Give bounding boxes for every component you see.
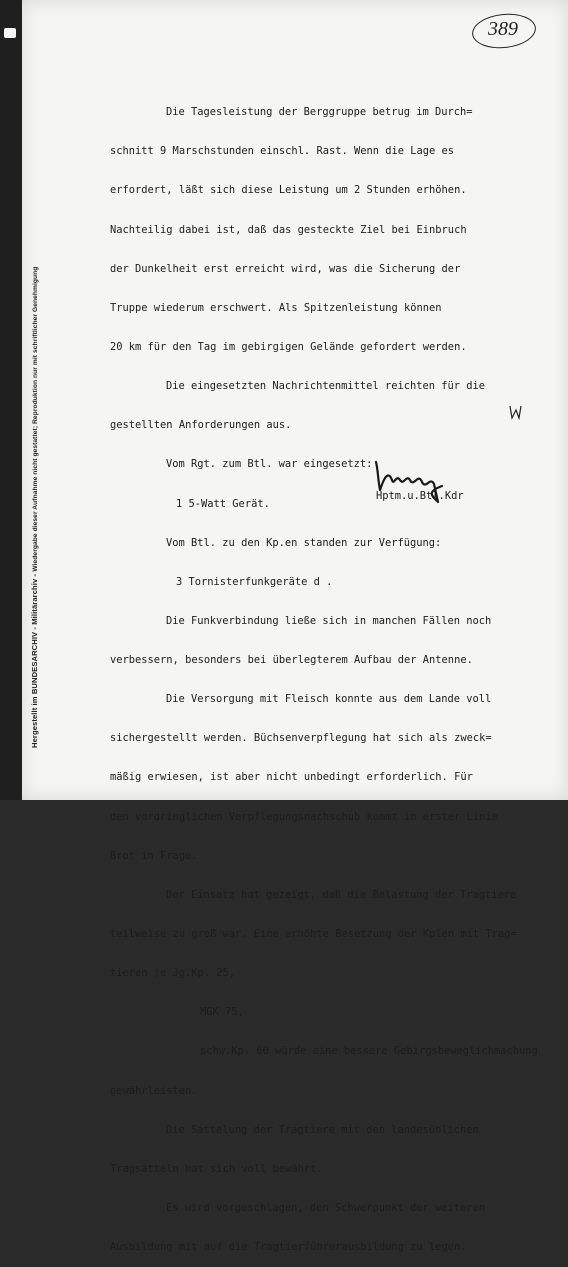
archive-note (30, 267, 39, 748)
text-line: erfordert, läßt sich diese Leistung um 2 Stunden erhöhen. (110, 184, 467, 197)
text-line: schnitt 9 Marschstunden einschl. Rast. Wenn die Lage es (110, 145, 455, 158)
text-line: gewährleisten. (110, 1084, 198, 1097)
text-line: verbessern, besonders bei überlegterem Aufbau der Antenne. (110, 654, 473, 667)
text-line: Die Funkverbindung ließe sich in manchen Fällen noch (166, 614, 492, 627)
scan-edge (0, 0, 22, 800)
text-line: Es wird vorgeschlagen, den Schwerpunkt der weiteren (166, 1202, 486, 1215)
text-line: Der Einsatz hat gezeigt, daß die Belastung der Tragtiere (166, 888, 517, 901)
text-line: den vordringlichen Verpflegungsnachschub kommt in erster Linie (110, 810, 498, 823)
text-line: 1 5-Watt Gerät. (176, 497, 270, 510)
text-line: Tragsätteln hat sich voll bewährt. (110, 1162, 323, 1175)
text-line: Vom Rgt. zum Btl. war eingesetzt: (166, 458, 373, 471)
text-line: Die eingesetzten Nachrichtenmittel reichten für die (166, 380, 486, 393)
text-line: teilweise zu groß war. Eine erhöhte Besetzung der Kplen mit Trag= (110, 928, 517, 941)
text-line: Nachteilig dabei ist, daß das gesteckte Ziel bei Einbruch (110, 223, 467, 236)
page-number: 389 (488, 18, 518, 40)
text-line: 3 Tornisterfunkgeräte d . (176, 575, 333, 588)
text-line: sichergestellt werden. Büchsenverpflegung hat sich als zweck= (110, 732, 492, 745)
text-line: Brot in Frage. (110, 849, 198, 862)
text-line: Die Sattelung der Tragtiere mit den landesüblichen (166, 1123, 479, 1136)
text-line: Truppe wiederum erschwert. Als Spitzenleistung können (110, 301, 442, 314)
letter-body (110, 80, 538, 1267)
text-line: Vom Btl. zu den Kp.en standen zur Verfügung: (166, 536, 442, 549)
handwritten-mark (508, 404, 522, 420)
text-line: MGK 75, (200, 1006, 244, 1019)
signature-caption: Hptm.u.Btl.Kdr (376, 490, 464, 502)
archive-note-detail: Wiedergabe dieser Aufnahme nicht gestattet; Reproduktion nur mit schriftlicher Genehmigung (32, 266, 39, 572)
text-line: schw.Kp. 60 würde eine bessere Gebirgsbeweglichmachung (200, 1045, 538, 1058)
text-line: Ausbildung mit auf die Tragtierführerausbildung zu legen. (110, 1241, 467, 1254)
text-line: Die Versorgung mit Fleisch konnte aus dem Lande voll (166, 693, 492, 706)
text-line: tieren je Jg.Kp. 25, (110, 967, 236, 980)
text-line: Die Tagesleistung der Berggruppe betrug im Durch= (166, 106, 473, 119)
archive-note-main: Hergestellt im BUNDESARCHIV - Militärarchiv - (30, 571, 39, 748)
text-line: mäßig erwiesen, ist aber nicht unbedingt erforderlich. Für (110, 771, 473, 784)
punch-hole (4, 28, 16, 38)
text-line: der Dunkelheit erst erreicht wird, was die Sicherung der (110, 262, 461, 275)
text-line: gestellten Anforderungen aus. (110, 419, 292, 432)
text-line: 20 km für den Tag im gebirgigen Gelände gefordert werden. (110, 340, 467, 353)
